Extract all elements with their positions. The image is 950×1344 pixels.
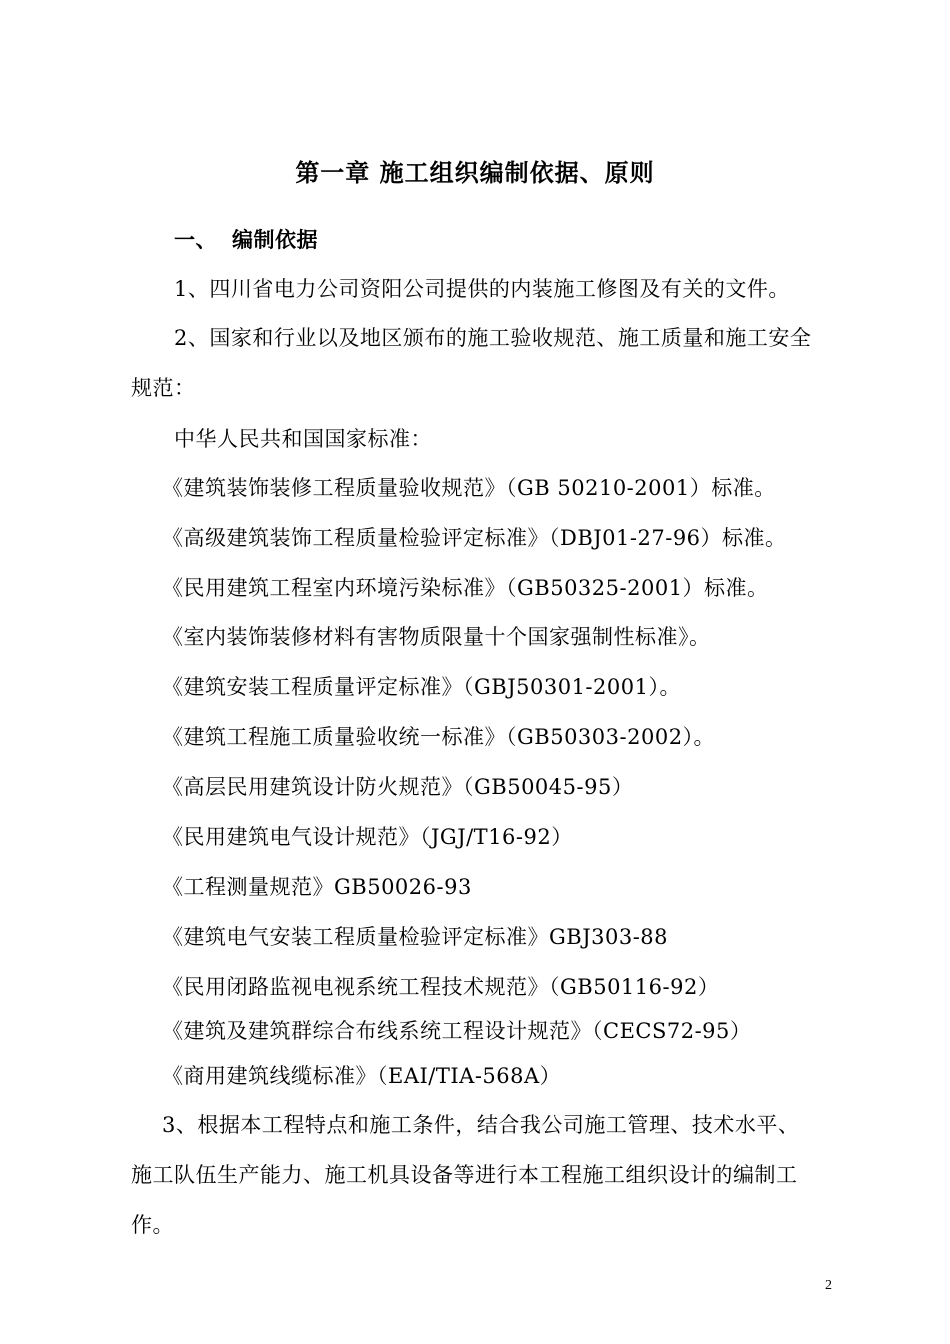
standard-item: 《民用建筑电气设计规范》（JGJ/T16-92） — [162, 825, 573, 849]
standard-item: 《建筑及建筑群综合布线系统工程设计规范》（CECS72-95） — [162, 1019, 752, 1043]
section-number: 一、 — [174, 228, 217, 252]
standard-item: 《高层民用建筑设计防火规范》（GB50045-95） — [162, 775, 634, 799]
standard-item: 《民用建筑工程室内环境污染标准》（GB50325-2001）标准。 — [162, 576, 769, 600]
standard-item: 《室内装饰装修材料有害物质限量十个国家强制性标准》。 — [162, 625, 711, 649]
paragraph-item-1: 1、四川省电力公司资阳公司提供的内装施工修图及有关的文件。 — [174, 277, 790, 301]
section-title: 编制依据 — [232, 228, 318, 252]
page-number: 2 — [825, 1278, 832, 1293]
paragraph-item-2-line-1: 2、国家和行业以及地区颁布的施工验收规范、施工质量和施工安全 — [174, 326, 812, 350]
paragraph-item-3-line-2: 施工队伍生产能力、施工机具设备等进行本工程施工组织设计的编制工 — [131, 1163, 798, 1187]
chapter-title: 第一章 施工组织编制依据、原则 — [295, 159, 655, 187]
standard-item: 《建筑工程施工质量验收统一标准》（GB50303-2002）。 — [162, 725, 716, 749]
paragraph-item-3-line-1: 3、根据本工程特点和施工条件，结合我公司施工管理、技术水平、 — [162, 1113, 800, 1137]
standard-item: 《商用建筑线缆标准》（EAI/TIA-568A） — [162, 1064, 562, 1088]
standard-item: 《建筑电气安装工程质量检验评定标准》GBJ303-88 — [162, 925, 669, 949]
standard-item: 《建筑安装工程质量评定标准》（GBJ50301-2001）。 — [162, 675, 681, 699]
paragraph-item-3-line-3: 作。 — [131, 1213, 174, 1237]
standards-intro: 中华人民共和国国家标准： — [174, 427, 432, 451]
standard-item: 《工程测量规范》GB50026-93 — [162, 875, 472, 899]
standard-item: 《民用闭路监视电视系统工程技术规范》（GB50116-92） — [162, 975, 720, 999]
paragraph-item-2-line-2: 规范： — [131, 376, 196, 400]
section-heading — [174, 226, 318, 254]
standard-item: 《高级建筑装饰工程质量检验评定标准》（DBJ01-27-96）标准。 — [162, 526, 787, 550]
standard-item: 《建筑装饰装修工程质量验收规范》（GB 50210-2001）标准。 — [162, 476, 776, 500]
